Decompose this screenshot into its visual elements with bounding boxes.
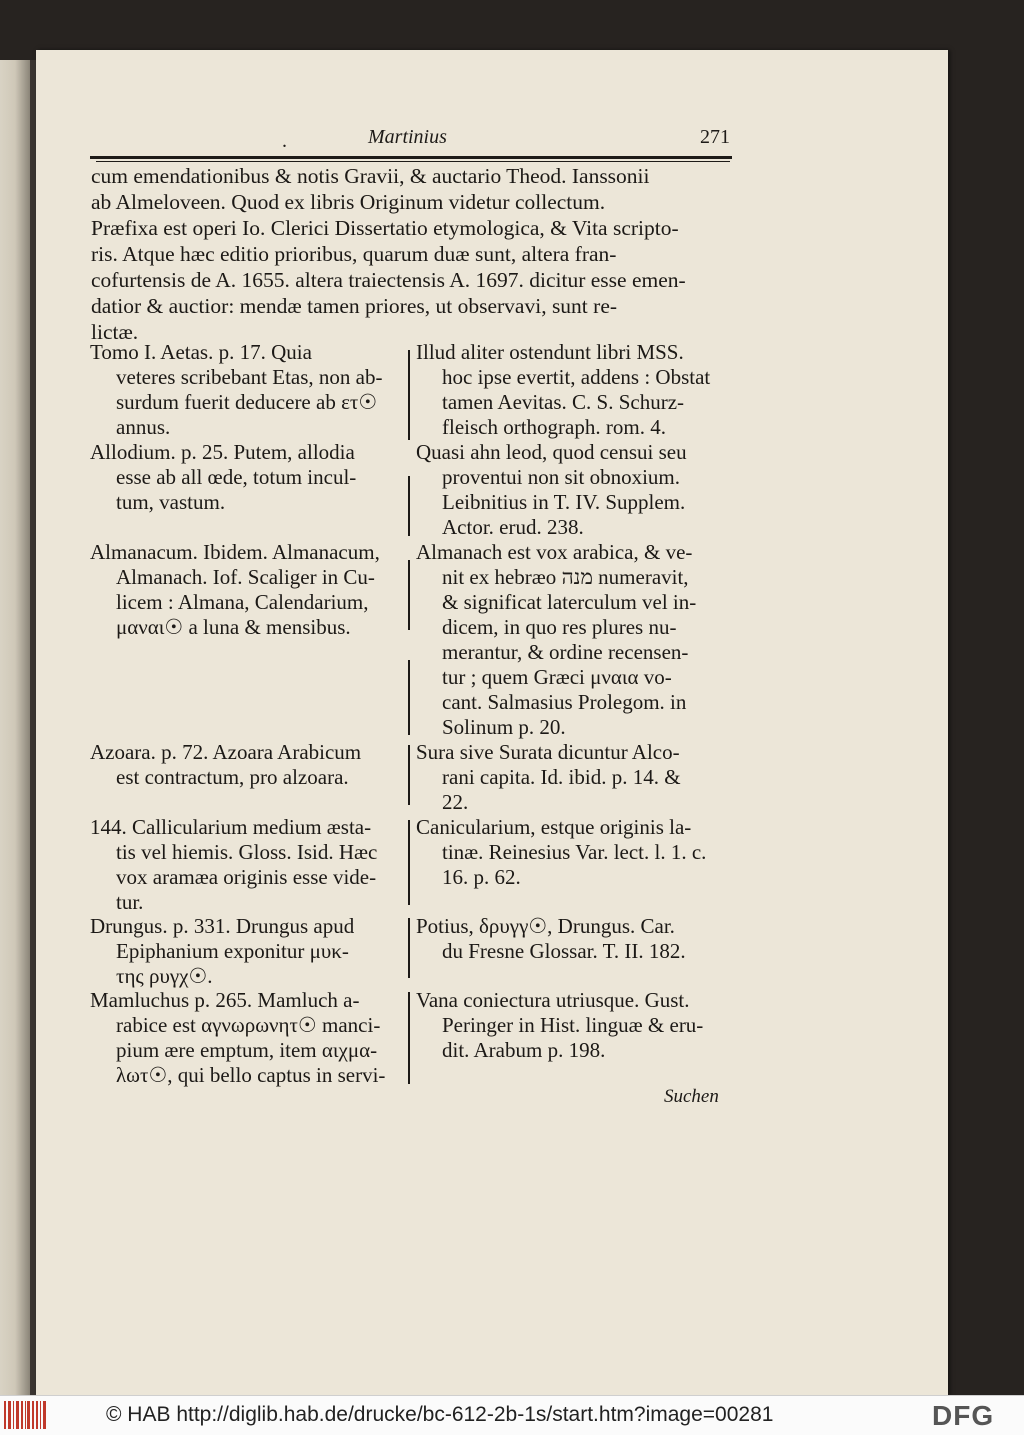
entry-line: Actor. erud. 238. xyxy=(442,515,584,539)
entry-line: est contractum, pro alzoara. xyxy=(116,765,349,789)
entry-line: rani capita. Id. ibid. p. 14. & xyxy=(442,765,681,789)
entry-line: μαναι☉ a luna & mensibus. xyxy=(116,615,351,639)
entry-line: licem : Almana, Calendarium, xyxy=(116,590,369,614)
column-divider xyxy=(408,992,410,1084)
entry-line: & significat laterculum vel in- xyxy=(442,590,697,614)
entry-line: Sura sive Surata dicuntur Alco- xyxy=(416,740,680,764)
entry-line: vox aramæa originis esse vide- xyxy=(116,865,377,889)
entry-line: tur ; quem Græci μναια vo- xyxy=(442,665,672,689)
left-entry-azoara xyxy=(90,740,404,790)
entry-line: du Fresne Glossar. T. II. 182. xyxy=(442,939,686,963)
entry-line: Mamluchus p. 265. Mamluch a- xyxy=(90,988,360,1012)
running-title: Martinius xyxy=(368,126,447,148)
right-entry-almanach xyxy=(416,540,736,740)
header-rule-thin xyxy=(96,161,730,162)
running-head-dot: . xyxy=(282,130,287,152)
intro-line: datior & auctior: mendæ tamen priores, ut observavi, sunt re- xyxy=(91,294,618,318)
dfg-logo: DFG xyxy=(932,1400,995,1431)
entry-line: 22. xyxy=(442,790,469,814)
entry-line: tum, vastum. xyxy=(116,490,226,514)
barcode-icon xyxy=(4,1401,46,1429)
entry-line: Solinum p. 20. xyxy=(442,715,566,739)
column-divider xyxy=(408,745,410,805)
entry-line: veteres scribebant Etas, non ab- xyxy=(116,365,383,389)
entry-line: dit. Arabum p. 198. xyxy=(442,1038,606,1062)
entry-line: Almanacum. Ibidem. Almanacum, xyxy=(90,540,380,564)
entry-line: Almanach est vox arabica, & ve- xyxy=(416,540,693,564)
entry-line: dicem, in quo res plures nu- xyxy=(442,615,677,639)
catchword: Suchen xyxy=(664,1086,719,1107)
entry-line: proventui non sit obnoxium. xyxy=(442,465,680,489)
column-divider xyxy=(408,350,410,440)
entry-line: Drungus. p. 331. Drungus apud xyxy=(90,914,355,938)
viewer-footer xyxy=(0,1395,1024,1435)
column-divider xyxy=(408,918,410,978)
left-entry-almanacum xyxy=(90,540,404,640)
intro-line: ris. Atque hæc editio prioribus, quarum duæ sunt, altera fran- xyxy=(91,242,617,266)
entry-line: Quasi ahn leod, quod censui seu xyxy=(416,440,687,464)
entry-line: 144. Callicularium medium æsta- xyxy=(90,815,372,839)
entry-line: Potius, δρυγγ☉, Drungus. Car. xyxy=(416,914,675,938)
right-entry-vana xyxy=(416,988,736,1063)
entry-line: surdum fuerit deducere ab ετ☉ xyxy=(116,390,378,414)
column-divider xyxy=(408,820,410,905)
right-entry-aetas xyxy=(416,340,736,440)
entry-line: fleisch orthograph. rom. 4. xyxy=(442,415,666,439)
left-entry-mamluchus xyxy=(90,988,404,1088)
entry-line: Canicularium, estque originis la- xyxy=(416,815,692,839)
entry-line: tinæ. Reinesius Var. lect. l. 1. c. xyxy=(442,840,707,864)
entry-line: 16. p. 62. xyxy=(442,865,521,889)
intro-line: cum emendationibus & notis Gravii, & auctario Theod. Ianssonii xyxy=(91,164,650,188)
entry-line: Epiphanium exponitur μυκ- xyxy=(116,939,349,963)
column-divider xyxy=(408,560,410,630)
intro-line: Præfixa est operi Io. Clerici Dissertatio etymologica, & Vita scripto- xyxy=(91,216,679,240)
column-divider xyxy=(408,660,410,735)
intro-line: lictæ. xyxy=(91,320,139,344)
entry-line: cant. Salmasius Prolegom. in xyxy=(442,690,687,714)
entry-line: Illud aliter ostendunt libri MSS. xyxy=(416,340,684,364)
entry-line: Allodium. p. 25. Putem, allodia xyxy=(90,440,355,464)
left-entry-drungus xyxy=(90,914,404,989)
right-entry-canicularium xyxy=(416,815,736,890)
entry-line: merantur, & ordine recensen- xyxy=(442,640,689,664)
entry-line: Leibnitius in T. IV. Supplem. xyxy=(442,490,686,514)
entry-line: hoc ipse evertit, addens : Obstat xyxy=(442,365,711,389)
entry-line: λωτ☉, qui bello captus in servi- xyxy=(116,1063,386,1087)
entry-line: esse ab all œde, totum incul- xyxy=(116,465,357,489)
intro-line: cofurtensis de A. 1655. altera traiectensis A. 1697. dicitur esse emen- xyxy=(91,268,686,292)
intro-paragraph xyxy=(91,164,686,346)
left-entry-allodium xyxy=(90,440,404,515)
entry-line: pium ære emptum, item αιχμα- xyxy=(116,1038,378,1062)
entry-line: Vana coniectura utriusque. Gust. xyxy=(416,988,690,1012)
entry-line: tur. xyxy=(116,890,144,914)
entry-line: Almanach. Iof. Scaliger in Cu- xyxy=(116,565,375,589)
column-divider xyxy=(408,476,410,536)
book-edge xyxy=(0,60,30,1395)
entry-line: tamen Aevitas. C. S. Schurz- xyxy=(442,390,685,414)
left-entry-callicularium xyxy=(90,815,404,915)
entry-line: Azoara. p. 72. Azoara Arabicum xyxy=(90,740,362,764)
entry-line: nit ex hebræo מנה numeravit, xyxy=(442,565,689,589)
entry-line: annus. xyxy=(116,415,171,439)
entry-line: της ρυγχ☉. xyxy=(116,964,213,988)
entry-line: tis vel hiemis. Gloss. Isid. Hæc xyxy=(116,840,378,864)
right-entry-allodium xyxy=(416,440,736,540)
left-entry-aetas xyxy=(90,340,404,440)
right-entry-potius xyxy=(416,914,736,964)
entry-line: Tomo I. Aetas. p. 17. Quia xyxy=(90,340,312,364)
entry-line: Peringer in Hist. linguæ & eru- xyxy=(442,1013,704,1037)
copyright-link[interactable]: © HAB http://diglib.hab.de/drucke/bc-612-2b-1s/start.htm?image=00281 xyxy=(106,1403,774,1426)
page-number: 271 xyxy=(700,126,730,148)
right-entry-sura xyxy=(416,740,736,815)
header-rule xyxy=(90,156,732,159)
intro-line: ab Almeloveen. Quod ex libris Originum videtur collectum. xyxy=(91,190,606,214)
entry-line: rabice est αγνωρωνητ☉ manci- xyxy=(116,1013,381,1037)
